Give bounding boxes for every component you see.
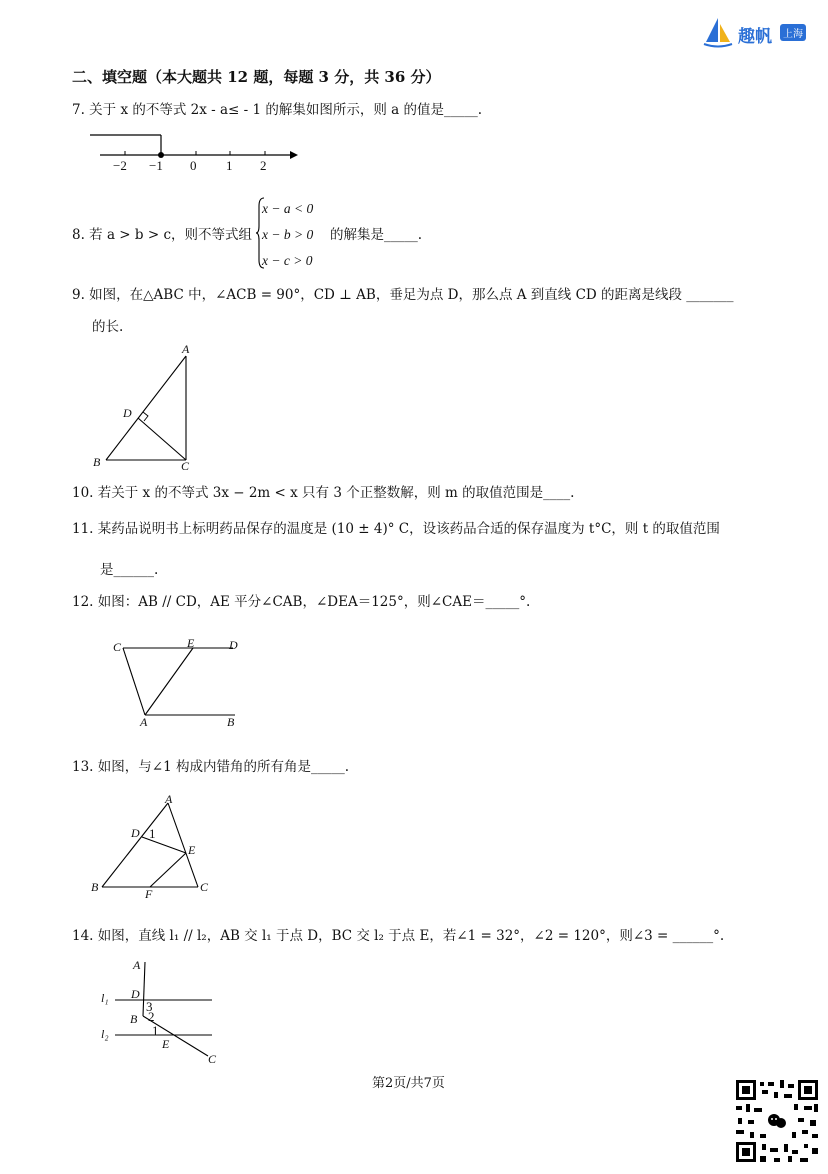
q13-point-label: F bbox=[145, 887, 153, 901]
q9-point-label: B bbox=[93, 455, 101, 469]
q9-text-line1: 9. 如图，在△ABC 中，∠ACB = 90°，CD ⊥ AB，垂足为点 D，那么点 A 到直线 CD 的距离是线段 _______ bbox=[72, 287, 734, 303]
q14-point-label: A bbox=[133, 958, 141, 972]
brand-region-badge: 上海 bbox=[780, 24, 806, 41]
q7-tick-label: 0 bbox=[190, 158, 197, 173]
q12-point-label: B bbox=[227, 715, 235, 729]
q13-text: 13. 如图，与∠1 构成内错角的所有角是_____. bbox=[72, 759, 349, 775]
q8-inequality-line: x − c > 0 bbox=[262, 253, 313, 268]
q14-angle-label: 1 bbox=[152, 1023, 159, 1038]
q7-tick-label: −1 bbox=[149, 158, 163, 173]
q9-triangle-figure bbox=[100, 350, 200, 470]
q14-point-label: E bbox=[162, 1037, 170, 1051]
q7-tick-label: −2 bbox=[113, 158, 127, 173]
q12-point-label: C bbox=[113, 640, 122, 654]
q9-point-label: D bbox=[123, 406, 132, 420]
q11-text-line2: 是______. bbox=[100, 562, 159, 578]
q8-suffix: 的解集是_____. bbox=[330, 227, 423, 243]
qr-code-icon bbox=[734, 1078, 820, 1164]
q13-point-label: D bbox=[131, 826, 140, 840]
q10-text: 10. 若关于 x 的不等式 3x − 2m < x 只有 3 个正整数解，则 m 的取值范围是____. bbox=[72, 485, 575, 501]
q12-text: 12. 如图：AB // CD，AE 平分∠CAB，∠DEA＝125°，则∠CAE＝_____°. bbox=[72, 594, 531, 610]
q12-point-label: D bbox=[229, 638, 238, 652]
q11-text-line1: 11. 某药品说明书上标明药品保存的温度是 (10 ± 4)° C，设该药品合适的保存温度为 t°C，则 t 的取值范围 bbox=[72, 521, 720, 537]
q13-point-label: B bbox=[91, 880, 99, 894]
q8-inequality-system bbox=[262, 196, 313, 274]
q12-parallel-figure bbox=[115, 640, 245, 720]
section-heading: 二、填空题（本大题共 12 题，每题 3 分，共 36 分） bbox=[72, 68, 441, 86]
page-footer: 第2页/共7页 bbox=[372, 1076, 445, 1091]
q12-point-label: A bbox=[140, 715, 148, 729]
q12-point-label: E bbox=[187, 636, 195, 650]
q13-point-label: A bbox=[165, 792, 173, 806]
brand-name: 趣帆 bbox=[738, 27, 772, 47]
q14-point-label: B bbox=[130, 1012, 138, 1026]
q14-point-label: C bbox=[208, 1052, 217, 1066]
q8-inequality-line: x − a < 0 bbox=[262, 201, 314, 216]
q7-tick-label: 2 bbox=[260, 158, 267, 173]
q14-line-label: l₂ bbox=[101, 1027, 109, 1041]
q14-point-label: D bbox=[131, 987, 140, 1001]
q13-point-label: C bbox=[200, 880, 209, 894]
q13-point-label: E bbox=[188, 843, 196, 857]
brand-logo bbox=[702, 16, 812, 50]
q8-prefix: 8. 若 a > b > c，则不等式组 bbox=[72, 227, 253, 243]
q14-line-label: l₁ bbox=[101, 991, 109, 1005]
q9-text-line2: 的长. bbox=[92, 319, 124, 335]
q7-tick-label: 1 bbox=[226, 158, 233, 173]
q14-angle-label: 3 bbox=[146, 999, 153, 1014]
q9-point-label: C bbox=[181, 459, 190, 473]
q13-angle-label: 1 bbox=[149, 826, 156, 841]
q14-angle-label: 2 bbox=[148, 1009, 155, 1024]
q7-text: 7. 关于 x 的不等式 2x - a≤ - 1 的解集如图所示，则 a 的值是_____. bbox=[72, 102, 483, 118]
q8-inequality-line: x − b > 0 bbox=[262, 227, 314, 242]
q14-text: 14. 如图，直线 l₁ // l₂，AB 交 l₁ 于点 D，BC 交 l₂ 于点 E，若∠1 = 32°，∠2 = 120°，则∠3 = ______°. bbox=[72, 928, 725, 944]
sail-logo-icon bbox=[702, 16, 734, 48]
q9-point-label: A bbox=[182, 342, 190, 356]
